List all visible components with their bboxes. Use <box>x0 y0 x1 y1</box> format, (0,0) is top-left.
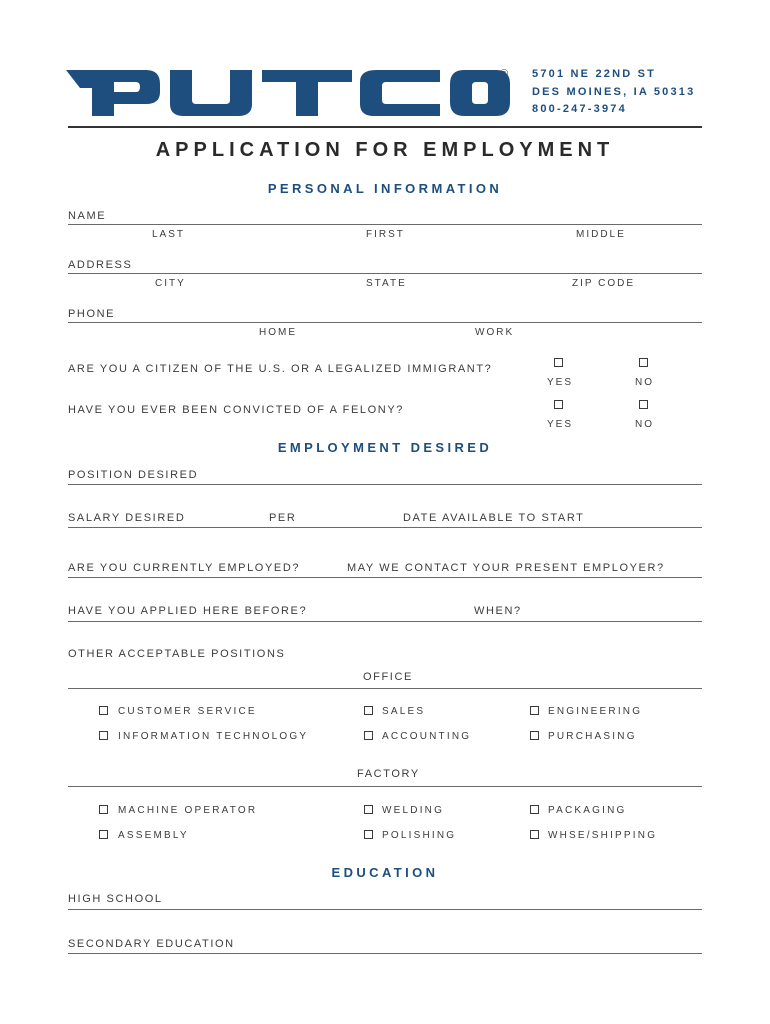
citizen-no-label: NO <box>635 377 654 388</box>
putco-logo <box>66 66 512 120</box>
welding-checkbox[interactable] <box>364 805 373 814</box>
secondary-education-field[interactable] <box>68 953 702 954</box>
last-label: LAST <box>152 229 186 240</box>
high-school-field[interactable] <box>68 909 702 910</box>
state-label: STATE <box>366 278 407 289</box>
machine-operator-label: MACHINE OPERATOR <box>118 805 258 816</box>
position-field[interactable] <box>68 484 702 485</box>
city-label: CITY <box>155 278 186 289</box>
whse-shipping-checkbox[interactable] <box>530 830 539 839</box>
accounting-checkbox[interactable] <box>364 731 373 740</box>
salary-field[interactable] <box>68 527 702 528</box>
secondary-education-label: SECONDARY EDUCATION <box>68 938 235 950</box>
citizen-question: ARE YOU A CITIZEN OF THE U.S. OR A LEGALIZED IMMIGRANT? <box>68 363 493 375</box>
zip-label: ZIP CODE <box>572 278 636 289</box>
position-label: POSITION DESIRED <box>68 469 199 481</box>
registered-mark-icon: ® <box>500 68 509 80</box>
phone-label: PHONE <box>68 308 116 320</box>
welding-label: WELDING <box>382 805 445 816</box>
assembly-checkbox[interactable] <box>99 830 108 839</box>
employment-status-field[interactable] <box>68 577 702 578</box>
name-field[interactable] <box>68 224 702 225</box>
customer-service-label: CUSTOMER SERVICE <box>118 706 257 717</box>
salary-label: SALARY DESIRED <box>68 512 186 524</box>
header-divider <box>68 126 702 128</box>
felony-no-label: NO <box>635 419 654 430</box>
currently-employed-label: ARE YOU CURRENTLY EMPLOYED? <box>68 562 301 574</box>
applied-before-label: HAVE YOU APPLIED HERE BEFORE? <box>68 605 308 617</box>
per-label: PER <box>269 512 297 524</box>
contact-employer-label: MAY WE CONTACT YOUR PRESENT EMPLOYER? <box>347 562 665 574</box>
middle-label: MIDDLE <box>576 229 626 240</box>
packaging-checkbox[interactable] <box>530 805 539 814</box>
office-heading: OFFICE <box>363 671 413 683</box>
education-heading: EDUCATION <box>331 865 439 880</box>
polishing-label: POLISHING <box>382 830 457 841</box>
home-label: HOME <box>259 327 297 338</box>
company-city: DES MOINES, IA 50313 <box>532 86 696 98</box>
felony-yes-label: YES <box>547 419 574 430</box>
whse-shipping-label: WHSE/SHIPPING <box>548 830 658 841</box>
purchasing-checkbox[interactable] <box>530 731 539 740</box>
form-title: APPLICATION FOR EMPLOYMENT <box>155 139 615 161</box>
polishing-checkbox[interactable] <box>364 830 373 839</box>
address-field[interactable] <box>68 273 702 274</box>
accounting-label: ACCOUNTING <box>382 731 472 742</box>
company-phone: 800-247-3974 <box>532 103 627 115</box>
phone-field[interactable] <box>68 322 702 323</box>
sales-checkbox[interactable] <box>364 706 373 715</box>
citizen-no-checkbox[interactable] <box>639 358 648 367</box>
work-label: WORK <box>475 327 515 338</box>
citizen-yes-label: YES <box>547 377 574 388</box>
other-positions-label: OTHER ACCEPTABLE POSITIONS <box>68 648 286 660</box>
information-technology-checkbox[interactable] <box>99 731 108 740</box>
felony-yes-checkbox[interactable] <box>554 400 563 409</box>
applied-before-field[interactable] <box>68 621 702 622</box>
office-divider <box>68 688 702 689</box>
machine-operator-checkbox[interactable] <box>99 805 108 814</box>
information-technology-label: INFORMATION TECHNOLOGY <box>118 731 309 742</box>
purchasing-label: PURCHASING <box>548 731 637 742</box>
company-street: 5701 NE 22ND ST <box>532 68 657 80</box>
first-label: FIRST <box>366 229 405 240</box>
sales-label: SALES <box>382 706 426 717</box>
factory-heading: FACTORY <box>357 768 420 780</box>
personal-heading: PERSONAL INFORMATION <box>267 181 503 196</box>
employment-heading: EMPLOYMENT DESIRED <box>277 440 493 455</box>
assembly-label: ASSEMBLY <box>118 830 189 841</box>
engineering-checkbox[interactable] <box>530 706 539 715</box>
felony-no-checkbox[interactable] <box>639 400 648 409</box>
factory-divider <box>68 786 702 787</box>
customer-service-checkbox[interactable] <box>99 706 108 715</box>
high-school-label: HIGH SCHOOL <box>68 893 163 905</box>
name-label: NAME <box>68 210 107 222</box>
date-start-label: DATE AVAILABLE TO START <box>403 512 585 524</box>
engineering-label: ENGINEERING <box>548 706 643 717</box>
citizen-yes-checkbox[interactable] <box>554 358 563 367</box>
address-label: ADDRESS <box>68 259 133 271</box>
when-label: WHEN? <box>474 605 522 617</box>
packaging-label: PACKAGING <box>548 805 627 816</box>
felony-question: HAVE YOU EVER BEEN CONVICTED OF A FELONY? <box>68 404 404 416</box>
